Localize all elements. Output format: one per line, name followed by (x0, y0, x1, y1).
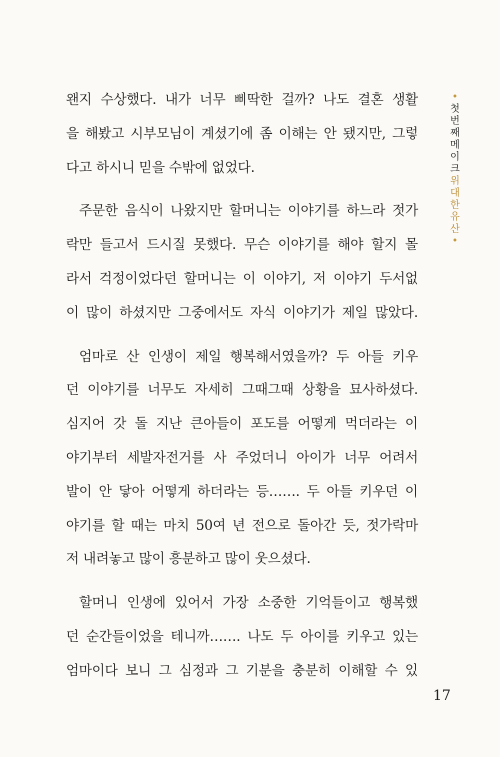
text-line: 야기를 할 때는 마치 50여 년 전으로 돌아간 듯, 젓가락마 (66, 517, 418, 534)
body-text (66, 84, 418, 699)
paragraph-4 (66, 587, 418, 688)
text-line: 저 내려놓고 많이 흥분하고 많이 웃으셨다. (66, 551, 311, 568)
page-number: 17 (433, 688, 451, 704)
bullet-dot-icon: • (452, 92, 458, 103)
text-line: 심지어 갓 돌 지난 큰아들이 포도를 어떻게 먹더라는 이 (66, 416, 418, 433)
text-line: 야기부터 세발자전거를 사 주었더니 아이가 너무 어려서 (66, 449, 418, 466)
text-line: 이 많이 하셨지만 그중에서도 자식 이야기가 제일 많았다. (66, 304, 418, 321)
chapter-title: 위대한유산 (450, 176, 460, 235)
running-header (449, 92, 461, 248)
text-line: 을 해봤고 시부모님이 계셨기에 좀 이해는 안 됐지만, 그렇 (66, 125, 418, 142)
text-line: 왠지 수상했다. 내가 너무 삐딱한 걸까? 나도 결혼 생활 (66, 92, 418, 108)
text-line: 주문한 음식이 나왔지만 할머니는 이야기를 하느라 젓가 (79, 203, 418, 220)
text-line: 라서 걱정이었다던 할머니는 이 이야기, 저 이야기 두서없 (66, 270, 418, 287)
paragraph-3 (66, 341, 418, 578)
paragraph-2 (66, 195, 418, 330)
bullet-dot-icon: • (452, 236, 458, 247)
text-line: 락만 들고서 드시질 못했다. 무슨 이야기를 해야 할지 몰 (66, 237, 418, 254)
series-title: 첫번째메이크 (450, 104, 460, 175)
text-line: 던 순간들이었을 테니까……. 나도 두 아이를 키우고 있는 (66, 628, 418, 645)
text-line: 엄마이다 보니 그 심정과 그 기분을 충분히 이해할 수 있 (66, 662, 418, 679)
text-line: 발이 안 닿아 어떻게 하더라는 등……. 두 아들 키우던 이 (66, 483, 418, 500)
paragraph-1 (66, 84, 418, 185)
text-line: 엄마로 산 인생이 제일 행복해서였을까? 두 아들 키우 (79, 348, 418, 365)
text-line: 던 이야기를 너무도 자세히 그때그때 상황을 묘사하셨다. (66, 382, 418, 399)
text-line: 할머니 인생에 있어서 가장 소중한 기억들이고 행복했 (79, 595, 418, 612)
text-line: 다고 하시니 믿을 수밖에 없었다. (66, 159, 255, 176)
